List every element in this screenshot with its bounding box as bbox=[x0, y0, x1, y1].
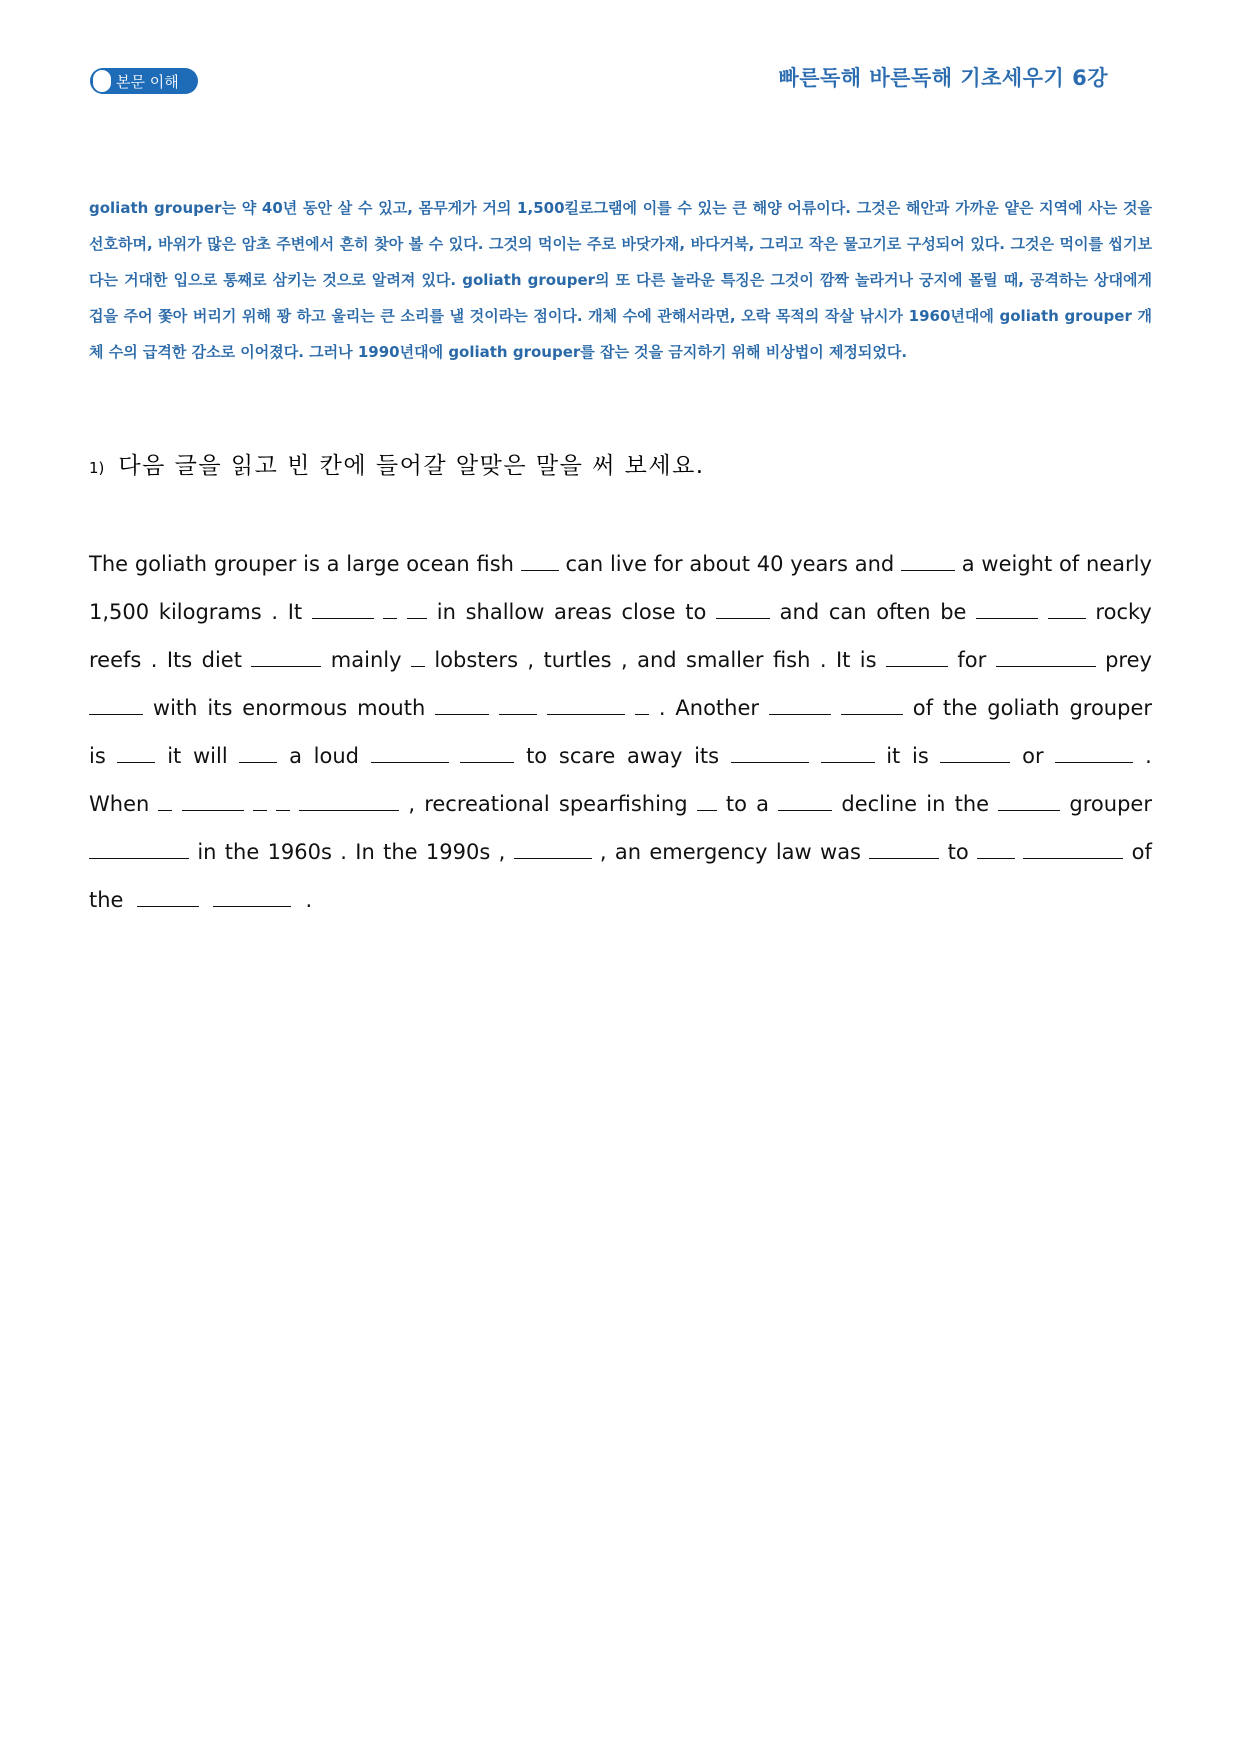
passage-word: reefs bbox=[89, 648, 142, 672]
passage-word: . bbox=[305, 888, 313, 912]
answer-blank[interactable] bbox=[411, 648, 425, 667]
answer-blank[interactable] bbox=[89, 840, 189, 859]
answer-blank[interactable] bbox=[117, 744, 155, 763]
passage-word: The bbox=[89, 552, 129, 576]
passage-word: away bbox=[627, 744, 683, 768]
passage-word: lobsters bbox=[434, 648, 519, 672]
passage-word: It bbox=[835, 648, 851, 672]
badge-dot-icon bbox=[93, 70, 111, 92]
passage-word: loud bbox=[313, 744, 359, 768]
passage-word: kilograms bbox=[158, 600, 262, 624]
passage-word: fish bbox=[772, 648, 811, 672]
passage-word: can bbox=[828, 600, 867, 624]
passage-word: an bbox=[614, 840, 642, 864]
passage-word: and bbox=[779, 600, 820, 624]
answer-blank[interactable] bbox=[901, 552, 955, 571]
question-heading bbox=[89, 447, 705, 480]
passage-word: spearfishing bbox=[558, 792, 688, 816]
answer-blank[interactable] bbox=[635, 696, 649, 715]
passage-word: or bbox=[1022, 744, 1044, 768]
answer-blank[interactable] bbox=[869, 840, 939, 859]
passage-word: 1960s bbox=[267, 840, 332, 864]
passage-line bbox=[89, 780, 1152, 828]
passage-line bbox=[89, 732, 1152, 780]
passage-word: . bbox=[658, 696, 666, 720]
passage-word: rocky bbox=[1095, 600, 1152, 624]
passage-word: 1990s bbox=[425, 840, 491, 864]
passage-line bbox=[89, 876, 1152, 924]
answer-blank[interactable] bbox=[182, 792, 244, 811]
passage-word: in bbox=[926, 792, 946, 816]
answer-blank[interactable] bbox=[731, 744, 809, 763]
passage-word: a bbox=[961, 552, 975, 576]
passage-word: goliath bbox=[134, 552, 208, 576]
passage-word: . bbox=[819, 648, 827, 672]
passage-word: is bbox=[911, 744, 929, 768]
passage-word: often bbox=[876, 600, 931, 624]
answer-blank[interactable] bbox=[299, 792, 399, 811]
passage-word: for bbox=[957, 648, 987, 672]
passage-word: a bbox=[289, 744, 302, 768]
passage-word: areas bbox=[554, 600, 612, 624]
answer-blank[interactable] bbox=[547, 696, 625, 715]
passage-word: grouper bbox=[213, 552, 297, 576]
passage-word: shallow bbox=[465, 600, 545, 624]
passage-word: a bbox=[326, 552, 340, 576]
answer-blank[interactable] bbox=[239, 744, 277, 763]
passage-word: smaller bbox=[686, 648, 764, 672]
answer-blank[interactable] bbox=[499, 696, 537, 715]
passage-word: and bbox=[637, 648, 677, 672]
passage-word: recreational bbox=[424, 792, 550, 816]
passage-word: decline bbox=[841, 792, 918, 816]
answer-blank[interactable] bbox=[276, 792, 290, 811]
passage-word: was bbox=[820, 840, 862, 864]
passage-line bbox=[89, 684, 1152, 732]
answer-blank[interactable] bbox=[769, 696, 831, 715]
answer-blank[interactable] bbox=[383, 600, 397, 619]
passage-word: to bbox=[725, 792, 747, 816]
passage-word: diet bbox=[201, 648, 242, 672]
passage-word: , bbox=[498, 840, 506, 864]
passage-word: years bbox=[790, 552, 848, 576]
answer-blank[interactable] bbox=[940, 744, 1010, 763]
answer-blank[interactable] bbox=[821, 744, 875, 763]
passage-word: It bbox=[287, 600, 303, 624]
passage-word: of bbox=[1131, 840, 1152, 864]
passage-word: , bbox=[408, 792, 416, 816]
passage-word: and bbox=[854, 552, 895, 576]
passage-word: a bbox=[756, 792, 770, 816]
passage-word: law bbox=[775, 840, 812, 864]
page-title: 빠른독해 바른독해 기초세우기 6강 bbox=[778, 66, 1108, 90]
passage-word: is bbox=[303, 552, 320, 576]
answer-blank[interactable] bbox=[521, 552, 559, 571]
passage-word: it bbox=[167, 744, 182, 768]
answer-blank[interactable] bbox=[998, 792, 1060, 811]
passage-word: to bbox=[685, 600, 707, 624]
passage-word: In bbox=[355, 840, 375, 864]
section-badge bbox=[90, 68, 198, 94]
answer-blank[interactable] bbox=[407, 600, 427, 619]
answer-blank[interactable] bbox=[253, 792, 267, 811]
answer-blank[interactable] bbox=[251, 648, 321, 667]
passage-word: Its bbox=[166, 648, 193, 672]
passage-word: goliath bbox=[987, 696, 1060, 720]
passage-word: Another bbox=[675, 696, 760, 720]
passage-word: be bbox=[940, 600, 967, 624]
passage-word: scare bbox=[558, 744, 616, 768]
answer-blank[interactable] bbox=[371, 744, 449, 763]
passage-word: . bbox=[150, 648, 158, 672]
answer-blank[interactable] bbox=[976, 600, 1038, 619]
passage-word: the bbox=[383, 840, 418, 864]
passage-word: to bbox=[526, 744, 548, 768]
passage-word: emergency bbox=[649, 840, 768, 864]
passage-word: to bbox=[947, 840, 969, 864]
passage-word: its bbox=[694, 744, 720, 768]
answer-blank[interactable] bbox=[886, 648, 948, 667]
passage-line bbox=[89, 636, 1152, 684]
passage-word: the bbox=[224, 840, 260, 864]
answer-blank[interactable] bbox=[435, 696, 489, 715]
passage-word: fish bbox=[476, 552, 514, 576]
passage-word: of bbox=[912, 696, 933, 720]
passage-word: mouth bbox=[357, 696, 426, 720]
answer-blank[interactable] bbox=[158, 792, 172, 811]
answer-blank[interactable] bbox=[697, 792, 717, 811]
passage-word: in bbox=[197, 840, 217, 864]
passage-word: mainly bbox=[330, 648, 402, 672]
passage-word: the bbox=[942, 696, 978, 720]
passage-word: large bbox=[346, 552, 400, 576]
passage-word: grouper bbox=[1069, 696, 1152, 720]
passage-word: of bbox=[1058, 552, 1080, 576]
passage-word: the bbox=[89, 888, 124, 912]
passage-line bbox=[89, 828, 1152, 876]
passage-word: about bbox=[689, 552, 750, 576]
question-prompt: 다음 글을 읽고 빈 칸에 들어갈 알맞은 말을 써 보세요. bbox=[118, 453, 705, 479]
answer-blank[interactable] bbox=[213, 888, 291, 907]
passage-word: in bbox=[436, 600, 456, 624]
passage-word: its bbox=[207, 696, 233, 720]
passage-word: . bbox=[271, 600, 279, 624]
passage-word: When bbox=[89, 792, 150, 816]
answer-blank[interactable] bbox=[841, 696, 903, 715]
passage-word: is bbox=[89, 744, 106, 768]
passage-word: weight bbox=[981, 552, 1053, 576]
passage-word: , bbox=[527, 648, 535, 672]
passage-word: . bbox=[1145, 744, 1152, 768]
passage-word: enormous bbox=[242, 696, 348, 720]
passage-word: , bbox=[599, 840, 607, 864]
passage-word: can bbox=[565, 552, 604, 576]
answer-blank[interactable] bbox=[996, 648, 1096, 667]
passage-word: grouper bbox=[1069, 792, 1152, 816]
passage-word: turtles bbox=[543, 648, 612, 672]
answer-blank[interactable] bbox=[460, 744, 514, 763]
passage-word: the bbox=[954, 792, 990, 816]
answer-blank[interactable] bbox=[1048, 600, 1086, 619]
korean-translation: goliath grouper는 약 40년 동안 살 수 있고, 몸무게가 거의 1,500킬로그램에 이를 수 있는 큰 해양 어류이다. 그것은 해안과 가까운 얕은 지역에 사는 것을 선호하며, 바위가 많은 암초 주변에서 흔히 찾아 볼 수 있다. 그것의 먹이는 주로 바닷가재, 바다거북, 그리고 작은 물고기로 구성되어 있다. 그것은 먹이를 씹기보다는 거대한 입으로 통째로 삼키는 것으로 알려져 있다. goliath grouper의 또 다른 놀라운 특징은 그것이 깜짝 놀라거나 궁지에 몰릴 때, 공격하는 상대에게 겁을 주어 쫓아 버리기 위해 꽝 하고 울리는 큰 소리를 낼 것이라는 점이다. 개체 수에 관해서라면, 오락 목적의 작살 낚시가 1960년대에 goliath grouper 개체 수의 급격한 감소로 이어졌다. 그러나 1990년대에 goliath grouper를 잡는 것을 금지하기 위해 비상법이 제정되었다. bbox=[89, 199, 1152, 361]
answer-blank[interactable] bbox=[1055, 744, 1133, 763]
passage-word: , bbox=[621, 648, 628, 672]
badge-label: 본문 이해 bbox=[116, 72, 179, 91]
question-number: 1) bbox=[89, 459, 105, 477]
answer-blank[interactable] bbox=[778, 792, 832, 811]
answer-blank[interactable] bbox=[89, 696, 143, 715]
passage-word: will bbox=[192, 744, 228, 768]
passage-word: for bbox=[653, 552, 683, 576]
cloze-passage bbox=[89, 540, 1152, 924]
answer-blank[interactable] bbox=[1023, 840, 1123, 859]
passage-word: ocean bbox=[406, 552, 470, 576]
answer-blank[interactable] bbox=[716, 600, 770, 619]
passage-word: nearly bbox=[1085, 552, 1152, 576]
answer-blank[interactable] bbox=[137, 888, 199, 907]
answer-blank[interactable] bbox=[312, 600, 374, 619]
passage-word: live bbox=[609, 552, 647, 576]
passage-word: 40 bbox=[756, 552, 784, 576]
passage-word: with bbox=[152, 696, 198, 720]
answer-blank[interactable] bbox=[977, 840, 1015, 859]
passage-line bbox=[89, 540, 1152, 588]
passage-line bbox=[89, 588, 1152, 636]
passage-word: it bbox=[886, 744, 901, 768]
answer-blank[interactable] bbox=[514, 840, 592, 859]
passage-word: 1,500 bbox=[89, 600, 150, 624]
passage-word: prey bbox=[1105, 648, 1152, 672]
passage-word: . bbox=[340, 840, 347, 864]
passage-word: is bbox=[859, 648, 877, 672]
passage-word: close bbox=[621, 600, 676, 624]
